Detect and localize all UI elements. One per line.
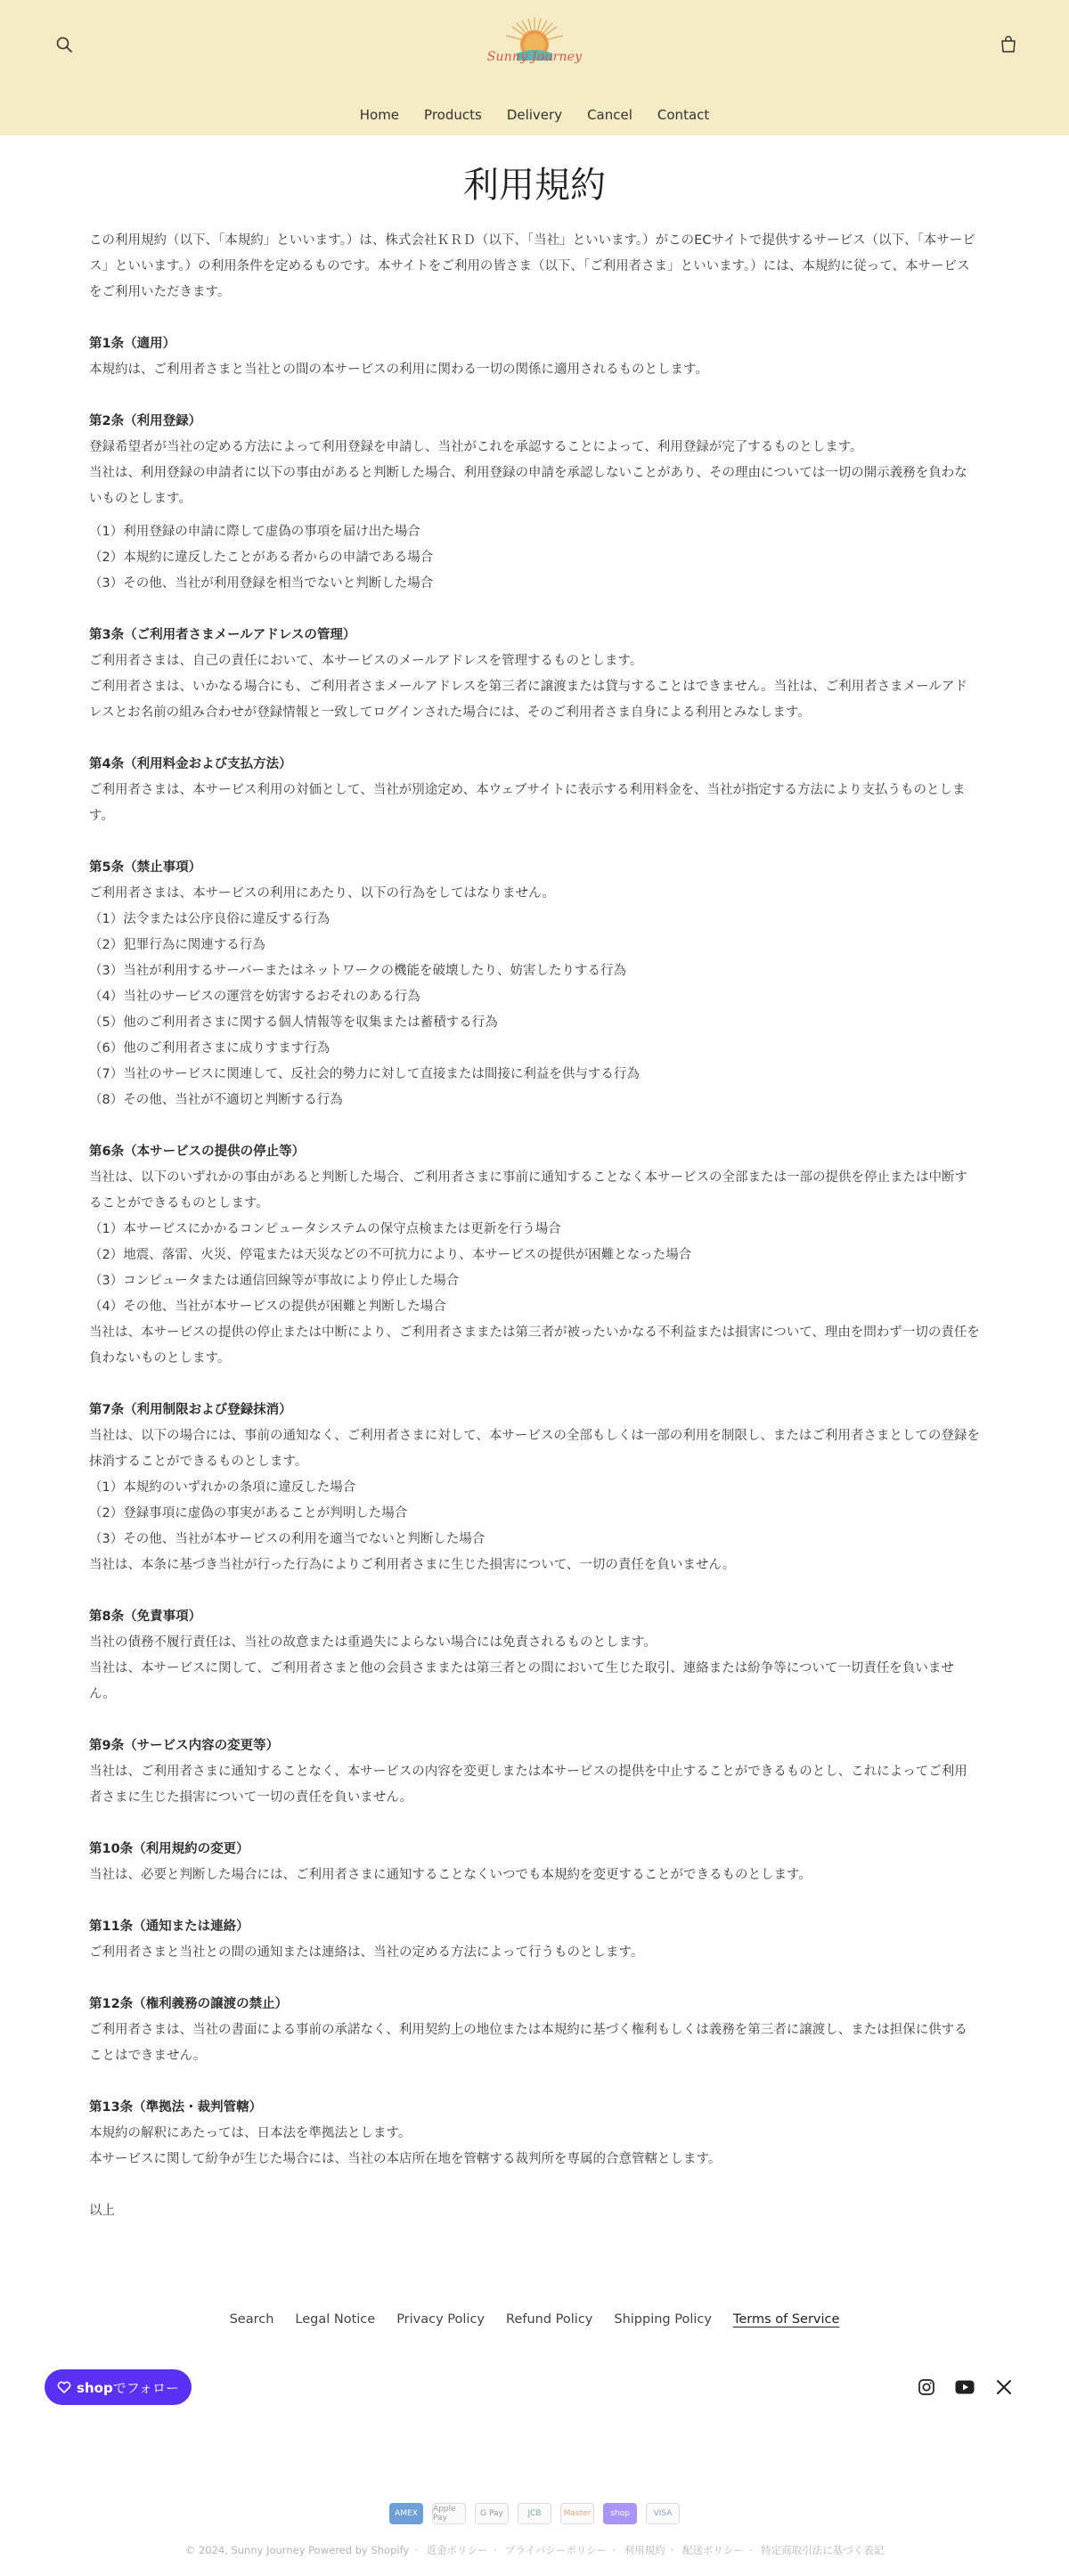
mastercard-icon: Master: [560, 2503, 594, 2524]
article-heading: 第1条（適用）: [89, 337, 176, 351]
spacer: [89, 383, 980, 409]
spacer: [89, 1372, 980, 1398]
nav-cancel[interactable]: Cancel: [587, 107, 632, 123]
terms-paragraph: ご利用者さまは、自己の責任において、本サービスのメールアドレスを管理するものとします。: [89, 654, 643, 668]
terms-paragraph: （6）他のご利用者さまに成りすます行為: [89, 1041, 330, 1056]
footer-link-search[interactable]: Search: [229, 2312, 274, 2327]
payment-icons: [0, 2503, 1069, 2524]
terms-paragraph: 当社の債務不履行責任は、当社の故意または重過失によらない場合には免責されるものとします。: [89, 1635, 657, 1650]
terms-paragraph: （8）その他、当社が不適切と判断する行為: [89, 1093, 343, 1107]
article-heading: 第11条（通知または連絡）: [89, 1920, 249, 1934]
terms-paragraph: （1）法令または公序良俗に違反する行為: [89, 912, 330, 926]
terms-paragraph: 当社は、利用登録の申請者に以下の事由があると判断した場合、利用登録の申請を承認しないことがあり、その理由については一切の開示義務を負わないものとします。: [89, 466, 967, 506]
footer-links: [0, 2312, 1069, 2327]
footer-link-terms-of-service[interactable]: Terms of Service: [732, 2312, 840, 2327]
terms-paragraph: 以上: [89, 2204, 115, 2218]
jcb-icon: JCB: [518, 2503, 551, 2524]
copyright-link-refund[interactable]: 返金ポリシー: [426, 2544, 488, 2556]
terms-paragraph: （4）当社のサービスの運営を妨害するおそれのある行為: [89, 990, 420, 1004]
spacer: [89, 597, 980, 623]
article-heading: 第2条（利用登録）: [89, 414, 202, 428]
spacer: [89, 306, 980, 331]
article-heading: 第8条（免責事項）: [89, 1610, 202, 1624]
terms-paragraph: ご利用者さまは、いかなる場合にも、ご利用者さまメールアドレスを第三者に譲渡または貸与することはできません。当社は、ご利用者さまメールアドレスとお名前の組み合わせが登録情報と一致してログインされた場合には、そのご利用者さま自身による利用とみなします。: [89, 680, 967, 720]
site-logo[interactable]: [481, 16, 588, 77]
spacer: [89, 1811, 980, 1837]
terms-paragraph: 本規約は、ご利用者さまと当社との間の本サービスの利用に関わる一切の関係に適用されるものとします。: [89, 363, 708, 377]
nav-products[interactable]: Products: [424, 107, 482, 123]
main-nav: [0, 107, 1069, 123]
terms-paragraph: （3）その他、当社が利用登録を相当でないと判断した場合: [89, 576, 434, 591]
article-heading: 第13条（準拠法・裁判管轄）: [89, 2100, 263, 2115]
terms-paragraph: ご利用者さまと当社との間の通知または連絡は、当社の定める方法によって行うものとします。: [89, 1945, 644, 1960]
spacer: [89, 1708, 980, 1733]
shop-follow-button[interactable]: [45, 2369, 192, 2405]
article-heading: 第5条（禁止事項）: [89, 860, 202, 875]
terms-paragraph: 当社は、以下の場合には、事前の通知なく、ご利用者さまに対して、本サービスの全部もしくは一部の利用を制限し、またはご利用者さまとしての登録を抹消することができるものとします。: [89, 1429, 980, 1469]
terms-paragraph: （1）本サービスにかかるコンピュータシステムの保守点検または更新を行う場合: [89, 1222, 561, 1236]
spacer: [89, 1966, 980, 1992]
terms-paragraph: （3）コンピュータまたは通信回線等が事故により停止した場合: [89, 1274, 460, 1288]
site-header: [0, 0, 1069, 135]
amex-icon: AMEX: [389, 2503, 423, 2524]
apple-pay-icon: Apple Pay: [432, 2503, 466, 2524]
copyright-link-tokushoho[interactable]: 特定商取引法に基づく表記: [761, 2544, 885, 2556]
copyright-text[interactable]: © 2024, Sunny Journey Powered by Shopify: [184, 2544, 410, 2556]
terms-paragraph: （4）その他、当社が本サービスの提供が困難と判断した場合: [89, 1300, 446, 1314]
google-pay-icon: G Pay: [475, 2503, 509, 2524]
terms-paragraph: 本サービスに関して紛争が生じた場合には、当社の本店所在地を管轄する裁判所を専属的合意管轄とします。: [89, 2152, 722, 2166]
nav-home[interactable]: Home: [359, 107, 400, 123]
article-heading: 第10条（利用規約の変更）: [89, 1842, 249, 1856]
footer-link-privacy-policy[interactable]: Privacy Policy: [396, 2312, 486, 2327]
terms-paragraph: （3）当社が利用するサーバーまたはネットワークの機能を破壊したり、妨害したりする行為: [89, 964, 626, 978]
footer-link-legal-notice[interactable]: Legal Notice: [295, 2312, 376, 2327]
terms-paragraph: （2）地震、落雷、火災、停電または天災などの不可抗力により、本サービスの提供が困難となった場合: [89, 1248, 692, 1262]
spacer: [89, 2172, 980, 2198]
terms-paragraph: ご利用者さまは、本サービス利用の対価として、当社が別途定め、本ウェブサイトに表示する利用料金を、当社が指定する方法により支払うものとします。: [89, 783, 966, 823]
spacer: [89, 1578, 980, 1604]
cart-icon[interactable]: [994, 30, 1023, 59]
terms-paragraph: 登録希望者が当社の定める方法によって利用登録を申請し、当社がこれを承認することによって、利用登録が完了するものとします。: [89, 440, 863, 454]
terms-paragraph: 本規約の解釈にあたっては、日本法を準拠法とします。: [89, 2126, 412, 2140]
terms-paragraph: ご利用者さまは、当社の書面による事前の承諾なく、利用契約上の地位または本規約に基づく権利もしくは義務を第三者に譲渡し、または担保に供することはできません。: [89, 2023, 967, 2063]
shop-brand: shop: [77, 2379, 113, 2396]
copyright-link-privacy[interactable]: プライバシーポリシー: [504, 2544, 608, 2556]
nav-contact[interactable]: Contact: [657, 107, 710, 123]
spacer: [89, 1888, 980, 1914]
terms-paragraph: （3）その他、当社が本サービスの利用を適当でないと判断した場合: [89, 1532, 486, 1546]
spacer: [89, 1113, 980, 1139]
x-icon[interactable]: [991, 2375, 1016, 2400]
article-heading: 第4条（利用料金および支払方法）: [89, 757, 292, 771]
terms-paragraph: 当社は、ご利用者さまに通知することなく、本サービスの内容を変更しまたは本サービスの提供を中止することができるものとし、これによってご利用者さまに生じた損害について一切の責任を負いません。: [89, 1765, 967, 1805]
spacer: [89, 2069, 980, 2095]
terms-paragraph: 当社は、必要と判断した場合には、ご利用者さまに通知することなくいつでも本規約を変更することができるものとします。: [89, 1868, 812, 1882]
article-heading: 第12条（権利義務の譲渡の禁止）: [89, 1997, 289, 2011]
heart-icon: [57, 2381, 71, 2393]
copyright-link-shipping[interactable]: 配送ポリシー: [681, 2544, 744, 2556]
terms-paragraph: 当社は、以下のいずれかの事由があると判断した場合、ご利用者さまに事前に通知することなく本サービスの全部または一部の提供を停止または中断することができるものとします。: [89, 1170, 967, 1211]
spacer: [89, 512, 980, 519]
terms-paragraph: （2）登録事項に虚偽の事実があることが判明した場合: [89, 1506, 408, 1520]
terms-content: [89, 228, 980, 2224]
shop-pay-icon: shop: [603, 2503, 637, 2524]
terms-paragraph: （7）当社のサービスに関連して、反社会的勢力に対して直接または間接に利益を供与する行為: [89, 1067, 640, 1081]
spacer: [89, 829, 980, 855]
terms-paragraph: （2）本規約に違反したことがある者からの申請である場合: [89, 550, 434, 565]
terms-paragraph: ご利用者さまは、本サービスの利用にあたり、以下の行為をしてはなりません。: [89, 886, 555, 901]
article-heading: 第9条（サービス内容の変更等）: [89, 1739, 280, 1753]
copyright: © 2024, Sunny Journey Powered by Shopify · 返金ポリシー · プライバシーポリシー · 利用規約 · 配送ポリシー · 特定商取引法に基づく表記: [184, 2544, 885, 2556]
terms-paragraph: （2）犯罪行為に関連する行為: [89, 938, 265, 952]
instagram-icon[interactable]: [914, 2375, 939, 2400]
article-heading: 第3条（ご利用者さまメールアドレスの管理）: [89, 628, 356, 642]
terms-paragraph: （5）他のご利用者さまに関する個人情報等を収集または蓄積する行為: [89, 1015, 498, 1030]
terms-paragraph: 当社は、本条に基づき当社が行った行為によりご利用者さまに生じた損害について、一切の責任を負いません。: [89, 1558, 736, 1572]
footer-link-refund-policy[interactable]: Refund Policy: [506, 2312, 593, 2327]
visa-icon: VISA: [646, 2503, 680, 2524]
article-heading: 第7条（利用制限および登録抹消）: [89, 1403, 292, 1417]
article-heading: 第6条（本サービスの提供の停止等）: [89, 1145, 306, 1159]
terms-paragraph: 当社は、本サービスに関して、ご利用者さまと他の会員さままたは第三者との間において生じた取引、連絡または紛争等について一切責任を負いません。: [89, 1661, 954, 1701]
nav-delivery[interactable]: Delivery: [506, 107, 563, 123]
terms-paragraph: （1）利用登録の申請に際して虚偽の事項を届け出た場合: [89, 525, 420, 539]
terms-paragraph: この利用規約（以下、「本規約」といいます。）は、株式会社ＫＲＤ（以下、「当社」といいます。）がこのECサイトで提供するサービス（以下、「本サービス」といいます。）の利用条件を定めるものです。本サイトをご利用の皆さま（以下、「ご利用者さま」といいます。）には、本規約に従って、本サービスをご利用いただきます。: [89, 233, 975, 299]
copyright-link-terms[interactable]: 利用規約: [624, 2544, 665, 2556]
footer-link-shipping-policy[interactable]: Shipping Policy: [614, 2312, 712, 2327]
shop-follow-label: でフォロー: [112, 2379, 179, 2396]
search-icon[interactable]: [50, 30, 78, 59]
terms-paragraph: 当社は、本サービスの提供の停止または中断により、ご利用者さままたは第三者が被ったいかなる不利益または損害について、理由を問わず一切の責任を負わないものとします。: [89, 1325, 980, 1365]
terms-paragraph: （1）本規約のいずれかの条項に違反した場合: [89, 1480, 356, 1495]
youtube-icon[interactable]: [952, 2375, 977, 2400]
page-title: 利用規約: [463, 165, 606, 206]
logo-text: Sunny Journey: [486, 50, 583, 64]
spacer: [89, 726, 980, 752]
